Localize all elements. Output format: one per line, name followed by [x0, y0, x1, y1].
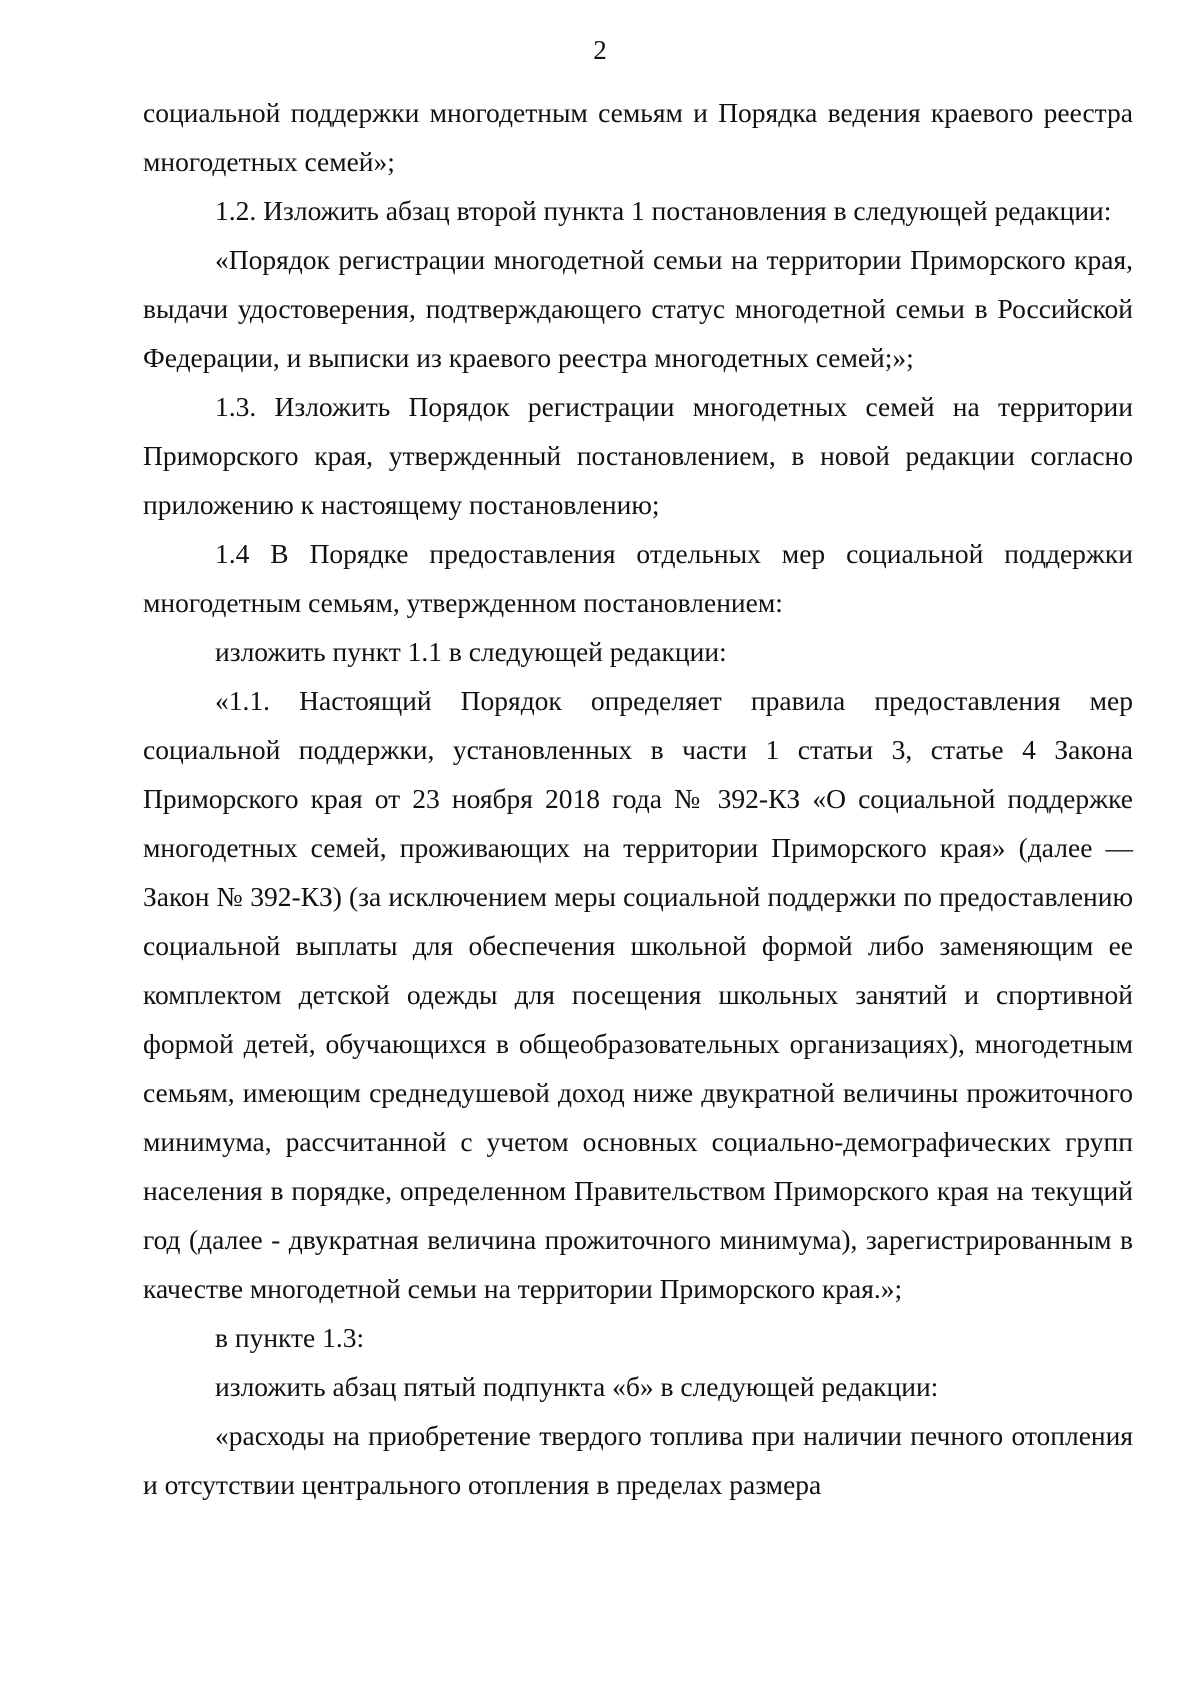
paragraph-7: «1.1. Настоящий Порядок определяет правила предоставления мер социальной поддержки, установленных в части 1 статьи 3, статье 4 Закона Приморского края от 23 ноября 2018 года № 392-КЗ «О социальной поддержке многодетных семей, проживающих на территории Приморского края» (далее — Закон № 392-КЗ) (за исключением меры социальной поддержки по предоставлению социальной выплаты для обеспечения школьной формой либо заменяющим ее комплектом детской одежды для посещения школьных занятий и спортивной формой детей, обучающихся в общеобразовательных организациях), многодетным семьям, имеющим среднедушевой доход ниже двукратной величины прожиточного минимума, рассчитанной с учетом основных социально-демографических групп населения в порядке, определенном Правительством Приморского края на текущий год (далее - двукратная величина прожиточного минимума), зарегистрированным в качестве многодетной семьи на территории Приморского края.»; — [143, 685, 1133, 1304]
page-number: 2 — [593, 35, 607, 65]
paragraph-8: в пункте 1.3: — [215, 1322, 365, 1353]
paragraph-9: изложить абзац пятый подпункта «б» в следующей редакции: — [215, 1371, 939, 1402]
paragraph-4: 1.3. Изложить Порядок регистрации многодетных семей на территории Приморского края, утвержденный постановлением, в новой редакции согласно приложению к настоящему постановлению; — [143, 391, 1133, 520]
paragraph-1: социальной поддержки многодетным семьям и Порядка ведения краевого реестра многодетных семей»; — [143, 97, 1133, 177]
paragraph-2: 1.2. Изложить абзац второй пункта 1 постановления в следующей редакции: — [215, 195, 1112, 226]
paragraph-3: «Порядок регистрации многодетной семьи на территории Приморского края, выдачи удостоверения, подтверждающего статус многодетной семьи в Российской Федерации, и выписки из краевого реестра многодетных семей;»; — [143, 244, 1133, 373]
paragraph-6: изложить пункт 1.1 в следующей редакции: — [215, 636, 727, 667]
paragraph-5: 1.4 В Порядке предоставления отдельных мер социальной поддержки многодетным семьям, утвержденном постановлением: — [143, 538, 1133, 618]
paragraph-10: «расходы на приобретение твердого топлива при наличии печного отопления и отсутствии центрального отопления в пределах размера — [143, 1420, 1133, 1500]
document-body — [143, 88, 1133, 1509]
